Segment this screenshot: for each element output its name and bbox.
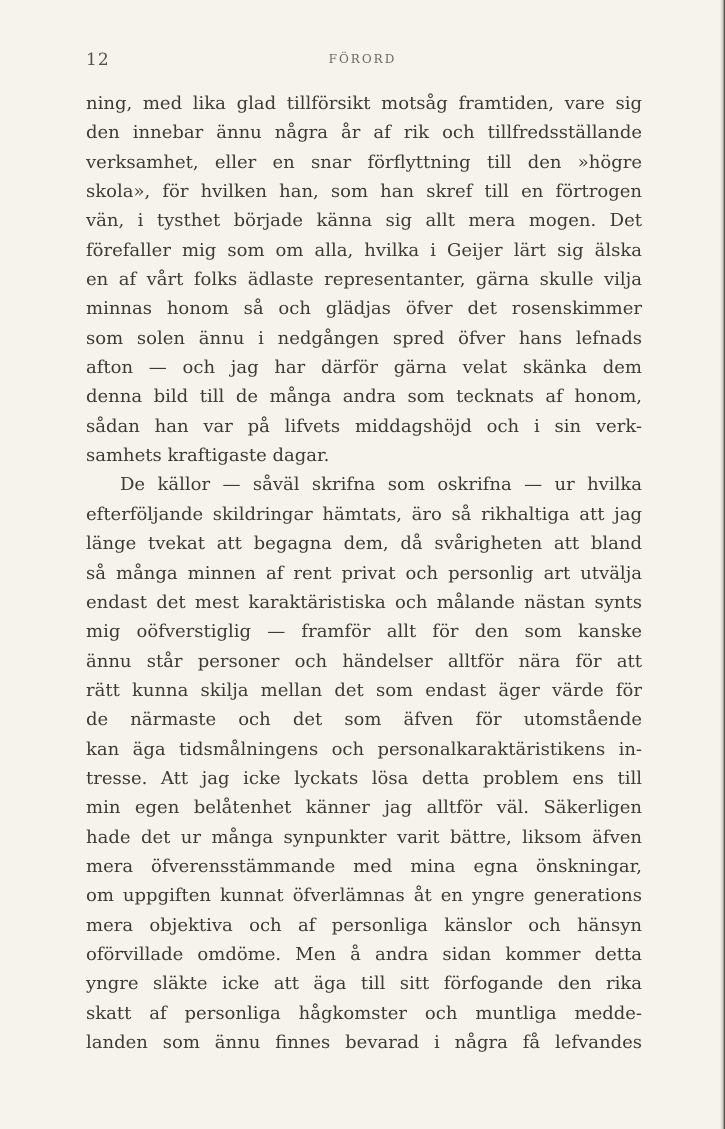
body-text [86,89,642,1057]
text-line: endast det mest karaktäristiska och målande nästan synts [86,591,642,613]
text-line: förefaller mig som om alla, hvilka i Geijer lärt sig älska [86,239,642,261]
text-line: efterföljande skildringar hämtats, äro så rikhaltiga att jag [86,503,642,525]
text-line: yngre släkte icke att äga till sitt förfogande den rika [86,973,642,995]
text-line: mera objektiva och af personliga känslor och hänsyn [86,914,642,936]
text-line: om uppgiften kunnat öfverlämnas åt en yngre generations [86,885,642,907]
text-line: sådan han var på lifvets middagshöjd och i sin verk- [86,415,642,437]
text-line: mera öfverensstämmande med mina egna önskningar, [86,855,642,877]
text-line: afton — och jag har därför gärna velat skänka dem [86,357,642,379]
text-line: de närmaste och det som äfven för utomstående [86,709,642,731]
page-edge-shadow [720,0,725,1129]
text-line: kan äga tidsmålningens och personalkaraktäristikens in- [86,738,642,760]
text-line: tresse. Att jag icke lyckats lösa detta problem ens till [86,767,642,789]
text-line: minnas honom så och glädjas öfver det rosenskimmer [86,298,642,320]
text-line: en af vårt folks ädlaste representanter, gärna skulle vilja [86,269,642,291]
text-line: den innebar ännu några år af rik och tillfredsställande [86,122,642,144]
text-line: De källor — såväl skrifna som oskrifna — ur hvilka [120,474,642,496]
page-number: 12 [86,50,110,70]
text-line: landen som ännu finnes bevarad i några få lefvandes [86,1032,642,1053]
text-line: så många minnen af rent privat och personlig art utvälja [86,562,642,584]
text-line: verksamhet, eller en snar förflyttning till den »högre [86,151,642,173]
text-line: länge tvekat att begagna dem, då svårigheten att bland [86,533,642,555]
text-line: oförvillade omdöme. Men å andra sidan kommer detta [86,943,642,965]
text-line: som solen ännu i nedgången spred öfver hans lefnads [86,327,642,349]
text-line: rätt kunna skilja mellan det som endast äger värde för [86,679,642,701]
text-line: ännu står personer och händelser alltför nära för att [86,650,642,672]
text-line: skatt af personliga hågkomster och muntliga medde- [86,1002,642,1024]
text-line: vän, i tysthet började känna sig allt mera mogen. Det [86,210,642,232]
text-line: skola», för hvilken han, som han skref till en förtrogen [86,181,642,203]
text-line: mig oöfverstiglig — framför allt för den som kanske [86,621,642,643]
text-line: ning, med lika glad tillförsikt motsåg framtiden, vare sig [86,93,642,114]
text-line: min egen belåtenhet känner jag alltför väl. Säkerligen [86,797,642,819]
running-head: FÖRORD [328,52,397,66]
text-line: hade det ur många synpunkter varit bättre, liksom äfven [86,826,642,848]
text-line: samhets kraftigaste dagar. [86,445,330,467]
text-line: denna bild till de många andra som tecknats af honom, [86,386,642,408]
